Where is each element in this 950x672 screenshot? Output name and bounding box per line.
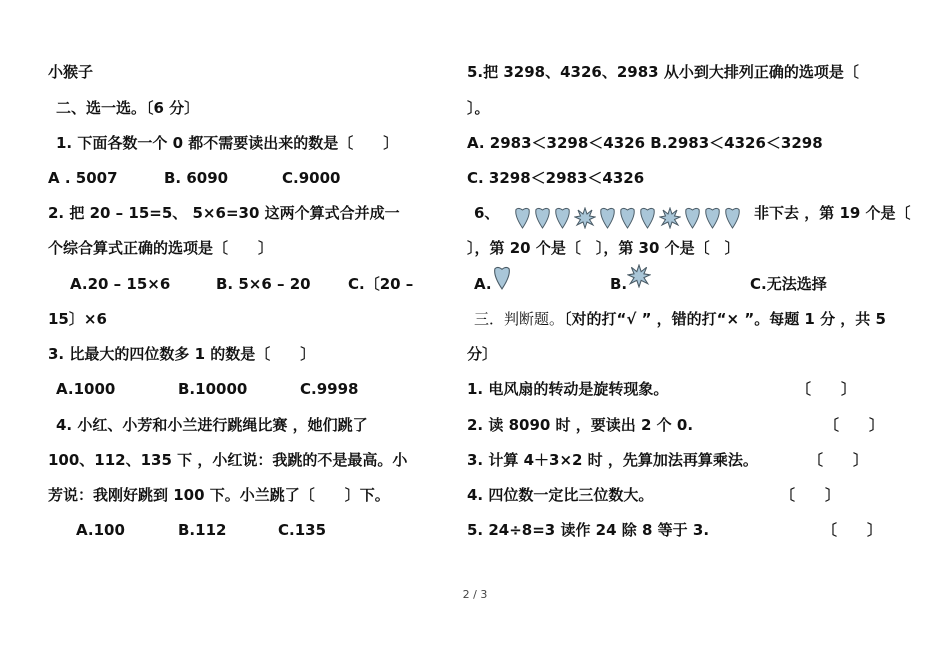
q5-text-line1: 5.把 3298、4326、2983 从小到大排列正确的选项是〔 <box>467 63 859 81</box>
heart-icon <box>619 207 636 229</box>
q2-option-c-cont: 15〕×6 <box>48 310 107 328</box>
judge-item-4-parens: 〔 〕 <box>780 486 841 504</box>
q3-option-c: C.9998 <box>300 380 359 398</box>
judge-item-2: 2. 读 8090 时 ，要读出 2 个 0. <box>467 416 694 434</box>
q6-option-a-label: A. <box>474 275 492 293</box>
q1-option-c: C.9000 <box>282 169 341 187</box>
heart-icon <box>704 207 721 229</box>
q1-option-a: A . 5007 <box>48 169 118 187</box>
judge-item-3: 3. 计算 4＋3×2 时 ，先算加法再算乘法。 <box>467 451 758 469</box>
q2-text-line2: 个综合算式正确的选项是〔 〕 <box>48 239 274 257</box>
heart-icon <box>514 207 531 229</box>
q4-text-line1: 4. 小红、小芳和小兰进行跳绳比赛 ，她们跳了 <box>56 416 368 434</box>
judge-item-5-parens: 〔 〕 <box>822 521 883 539</box>
heart-icon <box>724 207 741 229</box>
section-three-instructions: 〔对的打“√ ” ，错的打“× ”。每题 1 分 ，共 5 <box>564 310 886 328</box>
q1-text: 1. 下面各数一个 0 都不需要读出来的数是〔 〕 <box>56 134 399 152</box>
heart-icon <box>684 207 701 229</box>
q6-text-line1: 非下去 ，第 19 个是〔 <box>754 204 911 222</box>
heart-icon <box>639 207 656 229</box>
q1-option-b: B. 6090 <box>164 169 229 187</box>
star-icon <box>574 207 596 229</box>
q4-text-line2: 100、112、135 下 ，小红说：我跳的不是最高。小 <box>48 451 408 469</box>
student-name: 小猴子 <box>48 63 94 81</box>
section-three-title <box>474 309 886 329</box>
q6-option-b-label: B. <box>610 275 628 293</box>
judge-item-5: 5. 24÷8=3 读作 24 除 8 等于 3. <box>467 521 710 539</box>
judge-item-4: 4. 四位数一定比三位数大。 <box>467 486 654 504</box>
q4-option-c: C.135 <box>278 521 327 539</box>
q3-option-a: A.1000 <box>56 380 116 398</box>
q4-text-line3: 芳说：我刚好跳到 100 下。小兰跳了〔 〕下。 <box>48 486 390 504</box>
q4-option-a: A.100 <box>76 521 125 539</box>
q5-text-line2: 〕。 <box>467 99 490 117</box>
judge-item-3-parens: 〔 〕 <box>808 451 869 469</box>
judge-item-2-parens: 〔 〕 <box>824 416 885 434</box>
q2-text-line1: 2. 把 20 – 15=5、 5×6=30 这两个算式合并成一 <box>48 204 400 222</box>
star-icon <box>659 207 681 229</box>
q6-option-c: C.无法选择 <box>750 275 827 293</box>
q2-option-c: C.〔20 – <box>348 275 414 293</box>
section-three-heading: 三．判断题。 <box>474 310 565 328</box>
q3-text: 3. 比最大的四位数多 1 的数是〔 〕 <box>48 345 316 363</box>
page-number: 2 / 3 <box>462 588 488 601</box>
q4-option-b: B.112 <box>178 521 227 539</box>
judge-item-1: 1. 电风扇的转动是旋转现象。 <box>467 380 669 398</box>
section-two-title: 二、选一选。〔6 分〕 <box>56 99 200 117</box>
q2-option-a: A.20 – 15×6 <box>70 275 171 293</box>
q5-option-c: C. 3298＜2983＜4326 <box>467 169 645 187</box>
q5-option-ab: A. 2983＜3298＜4326 B.2983＜4326＜3298 <box>467 134 823 152</box>
q2-option-b: B. 5×6 – 20 <box>216 275 311 293</box>
heart-icon <box>493 266 511 290</box>
q3-option-b: B.10000 <box>178 380 248 398</box>
section-three-instructions-cont: 分〕 <box>467 345 498 363</box>
heart-icon <box>534 207 551 229</box>
heart-icon <box>599 207 616 229</box>
q6-number: 6、 <box>474 204 500 222</box>
q6-text-line2: 〕，第 20 个是〔 〕，第 30 个是〔 〕 <box>467 239 740 257</box>
q6-shape-pattern <box>514 207 744 231</box>
heart-icon <box>554 207 571 229</box>
star-icon <box>627 264 651 288</box>
judge-item-1-parens: 〔 〕 <box>796 380 857 398</box>
